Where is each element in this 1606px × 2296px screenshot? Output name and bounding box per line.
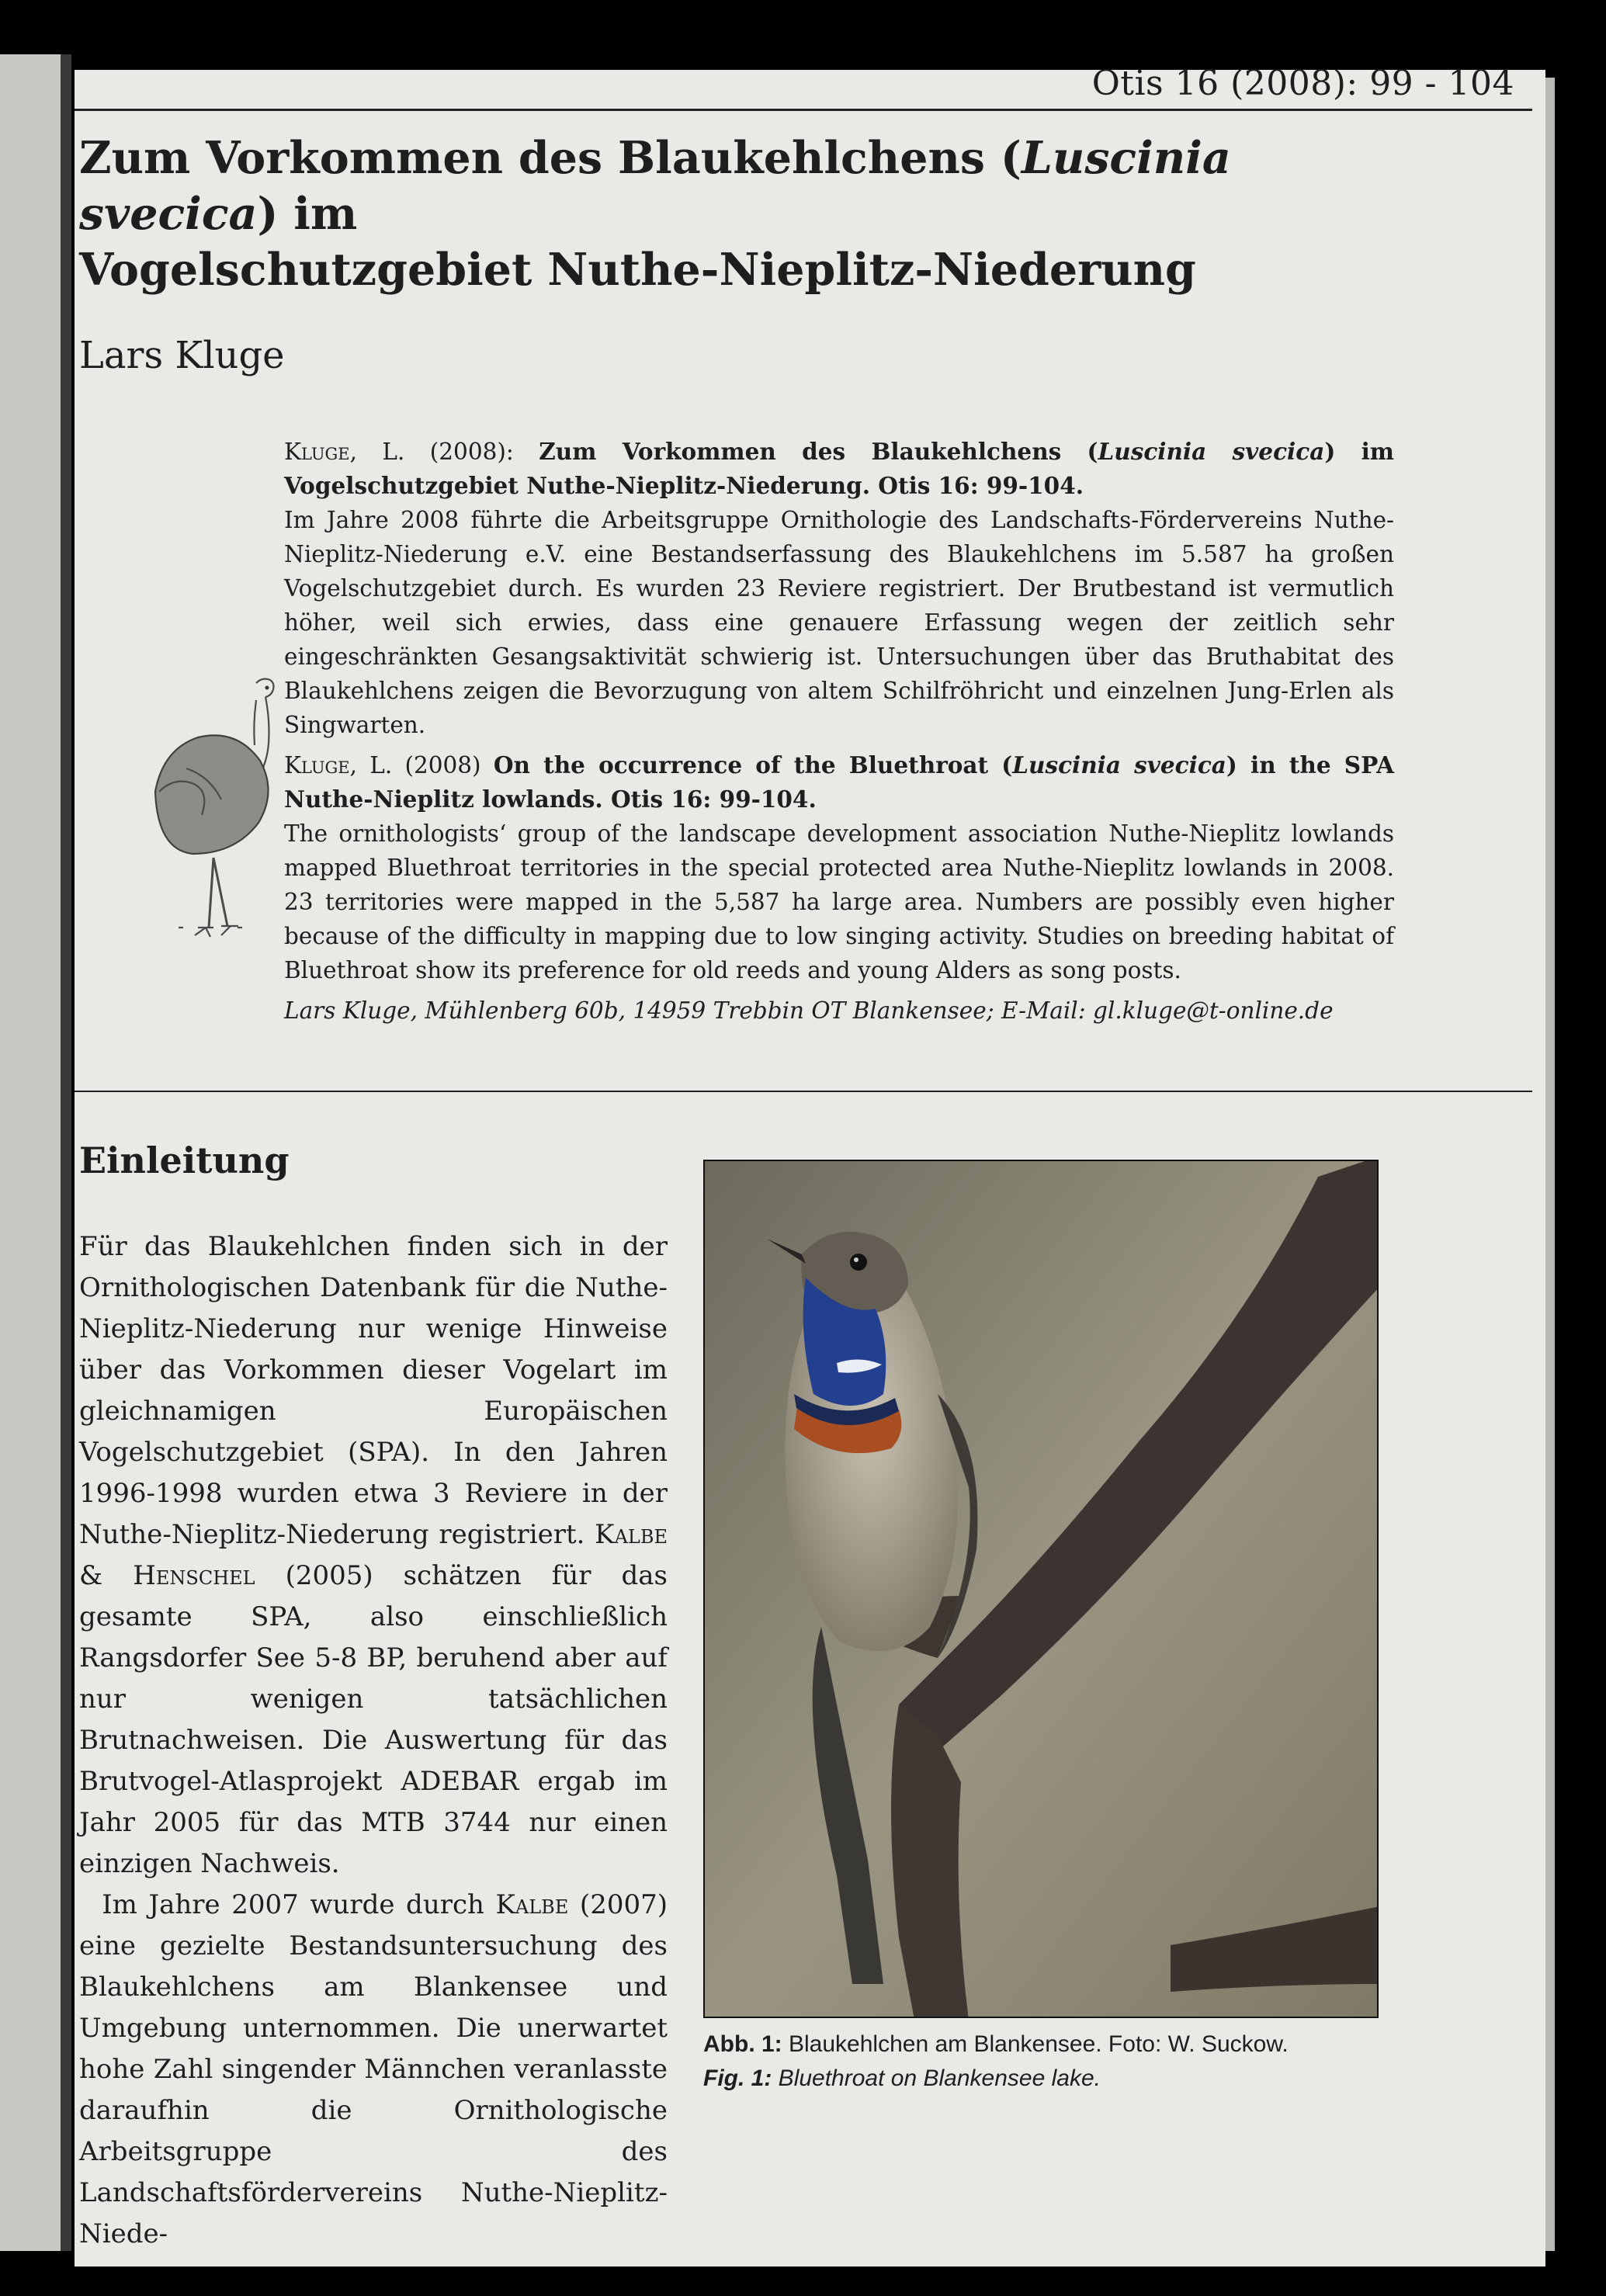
- abstract: [284, 435, 1394, 1034]
- citation-text: , L. (2008):: [349, 439, 539, 465]
- abstract-rule: [75, 1091, 1532, 1092]
- title-latin-name: Luscinia svecica: [79, 132, 1231, 240]
- figure-caption: [703, 2027, 1402, 2096]
- citation-author: Kluge: [284, 439, 350, 465]
- caption-en: [703, 2062, 1402, 2096]
- caption-label: Fig. 1:: [703, 2065, 772, 2091]
- caption-text: Bluethroat on Blankensee lake.: [772, 2065, 1101, 2091]
- abstract-de-text: Im Jahre 2008 führte die Arbeitsgruppe Ornithologie des Landschafts-Fördervereins Nuthe-Nieplitz-Niederung e.V. eine Bestandserfassung des Blaukehlchens im 5.587 ha großen Vogelschutzgebiet durch. Es wurden 23 Reviere registriert. Der Brutbestand ist vermutlich höher, weil sich erwies, dass eine genauere Erfassung wegen der zeitlich sehr eingeschränkten Gesangsaktivität schwierig ist. Untersuchungen über das Bruthabitat des Blaukehlchens zeigen die Bevorzugung von altem Schilfröhricht und einzelnen Jung-Erlen als Singwarten.: [284, 507, 1394, 738]
- caption-text: Blaukehlchen am Blankensee. Foto: W. Suckow.: [782, 2031, 1289, 2057]
- caption-de: [703, 2027, 1402, 2062]
- cited-author: Kalbe: [595, 1519, 668, 1550]
- citation-latin-name: Luscinia svecica: [1012, 751, 1226, 779]
- abstract-en: [284, 748, 1394, 987]
- previous-page-margin: [0, 54, 61, 2251]
- intro-text: &: [79, 1560, 134, 1591]
- journal-reference: Otis 16 (2008): 99 - 104: [1091, 64, 1514, 103]
- caption-label: Abb. 1:: [703, 2031, 782, 2057]
- citation-latin-name: Luscinia svecica: [1098, 438, 1325, 465]
- intro-text: (2005) schätzen für das gesamte SPA, also einschließlich Rangsdorfer See 5-8 BP, beruhend aber auf nur wenigen tatsächlichen Brutnachweisen. Die Auswertung für das Brutvogel-Atlasprojekt ADEBAR ergab im Jahr 2005 für das MTB 3744 nur einen einzigen Nachweis.: [79, 1560, 668, 1879]
- author-address: Lars Kluge, Mühlenberg 60b, 14959 Trebbin OT Blankensee; E-Mail: gl.kluge@t-online.de: [284, 997, 1334, 1024]
- citation-text: , L. (2008): [349, 752, 494, 779]
- citation-title: ) im Vogelschutzgebiet Nuthe-Nieplitz-Niederung. Otis 16: 99-104.: [284, 438, 1394, 499]
- bluethroat-photo: [703, 1160, 1379, 2018]
- intro-text: Im Jahre 2007 wurde durch: [102, 1889, 496, 1920]
- intro-body: [79, 1226, 668, 2255]
- intro-text: Für das Blaukehlchen finden sich in der Ornithologischen Datenbank für die Nuthe-Nieplitz-Niederung nur wenige Hinweise über das Vorkommen dieser Vogelart im gleichnamigen Europäischen Vogelschutzgebiet (SPA). In den Jahren 1996-1998 wurden etwa 3 Reviere in der Nuthe-Nieplitz-Niederung registriert.: [79, 1231, 668, 1550]
- intro-text: (2007) eine gezielte Bestandsuntersuchung des Blaukehlchens am Blankensee und Umgebung unternommen. Die unerwartet hohe Zahl singender Männchen veranlasste daraufhin die Ornithologische Arbeitsgruppe des Landschaftsfördervereins Nuthe-Nieplitz-Niede-: [79, 1889, 668, 2249]
- citation-title: ) in the SPA Nuthe-Nieplitz lowlands. Otis 16: 99-104.: [284, 751, 1394, 813]
- title-text: Zum Vorkommen des Blaukehlchens (: [79, 132, 1022, 184]
- cited-author: Henschel: [133, 1560, 255, 1591]
- title-text: Vogelschutzgebiet Nuthe-Nieplitz-Niederung: [79, 244, 1196, 296]
- cited-author: Kalbe: [495, 1889, 569, 1920]
- great-bustard-logo: [140, 652, 295, 962]
- abstract-de: [284, 435, 1394, 742]
- citation-title: Zum Vorkommen des Blaukehlchens (: [539, 438, 1098, 465]
- article-title: [79, 130, 1414, 298]
- page-stack-edge: [1545, 78, 1555, 2251]
- intro-paragraph: [79, 1885, 668, 2255]
- section-heading-einleitung: Einleitung: [79, 1139, 290, 1181]
- title-text: ) im: [257, 188, 358, 240]
- author-name: Lars Kluge: [79, 334, 285, 377]
- intro-paragraph: [79, 1226, 668, 1885]
- header-rule: [75, 109, 1532, 111]
- page-gutter: [61, 54, 71, 2251]
- abstract-en-text: The ornithologists‘ group of the landscape development association Nuthe-Nieplitz lowlands mapped Bluethroat territories in the special protected area Nuthe-Nieplitz lowlands in 2008. 23 territories were mapped in the 5,587 ha large area. Numbers are possibly even higher because of the difficulty in mapping due to low singing activity. Studies on breeding habitat of Bluethroat show its preference for old reeds and young Alders as song posts.: [284, 820, 1394, 983]
- citation-author: Kluge: [284, 752, 350, 779]
- citation-title: On the occurrence of the Bluethroat (: [493, 751, 1013, 779]
